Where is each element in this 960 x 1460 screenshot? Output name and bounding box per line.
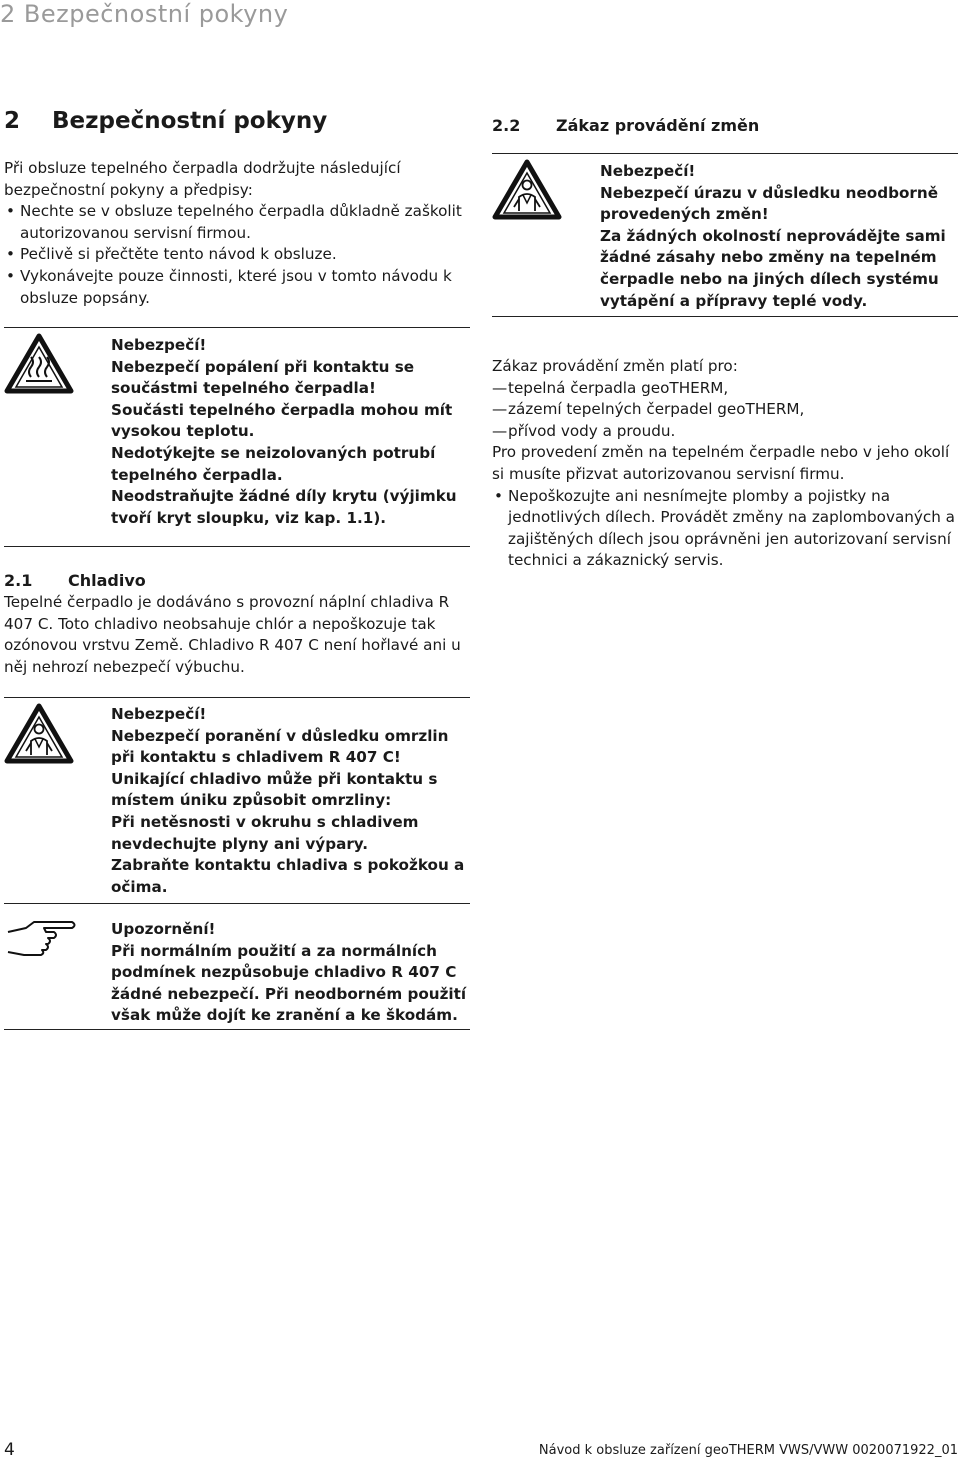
changes-text <box>492 356 958 572</box>
list-item: • Nechte se v obsluze tepelného čerpadla důkladně zaškolit autorizovanou servisní firmou. <box>4 201 472 244</box>
warning-line: Neodstraňujte žádné díly krytu (výjimku tvoří kryt sloupku, viz kap. 1.1). <box>111 487 457 527</box>
injury-danger-icon <box>492 159 562 225</box>
warning-line: Zabraňte kontaktu chladiva s pokožkou a očima. <box>111 856 465 896</box>
changes-dash-list <box>492 378 958 443</box>
warning-line: Nebezpečí popálení při kontaktu se součástmi tepelného čerpadla! <box>111 357 415 398</box>
intro-lead: Při obsluze tepelného čerpadla dodržujte následující bezpečnostní pokyny a předpisy: <box>4 159 401 199</box>
subsection-heading <box>4 571 472 590</box>
warning-label: Nebezpečí! <box>111 705 207 723</box>
list-item: — zázemí tepelných čerpadel geoTHERM, <box>492 399 958 421</box>
section-title: Bezpečnostní pokyny <box>52 108 328 134</box>
refrigerant-text: Tepelné čerpadlo je dodáváno s provozní náplní chladiva R 407 C. Toto chladivo neobsahuje chlór a nepoškozuje tak ozónovou vrstvu Země. Chladivo R 407 C není hořlavé ani u něj nehrozí nebezpečí výbuchu. <box>4 593 461 676</box>
warning-line: Při netěsnosti v okruhu s chladivem nevdechujte plyny ani výpary. <box>111 812 419 853</box>
changes-warning <box>492 153 958 317</box>
changes-paragraph: Pro provedení změn na tepelném čerpadle nebo v jeho okolí si musíte přizvat autorizovanou servisní firmu. <box>492 443 950 483</box>
warning-line: Nedotýkejte se neizolovaných potrubí tepelného čerpadla. <box>111 443 436 484</box>
note-label: Upozornění! <box>111 920 216 938</box>
note-notice <box>4 916 470 1030</box>
warning-line: Nebezpečí poranění v důsledku omrzlin při kontaktu s chladivem R 407 C! <box>111 726 449 767</box>
list-item: • Vykonávejte pouze činnosti, které jsou v tomto návodu k obsluze popsány. <box>4 266 472 309</box>
hot-surface-warning-icon <box>4 333 74 399</box>
subsection-heading <box>492 116 759 135</box>
frost-warning-text <box>111 704 473 898</box>
running-head: 2 Bezpečnostní pokyny <box>0 0 289 28</box>
changes-lead: Zákaz provádění změn platí pro: <box>492 357 738 375</box>
page-number: 4 <box>4 1440 15 1460</box>
intro-block <box>4 158 472 309</box>
burn-warning <box>4 327 470 547</box>
warning-label: Nebezpečí! <box>600 162 696 180</box>
document-title: Návod k obsluze zařízení geoTHERM VWS/VWW 0020071922_01 <box>538 1443 958 1458</box>
warning-label: Nebezpečí! <box>111 336 207 354</box>
injury-danger-icon <box>4 703 74 769</box>
warning-line: Nebezpečí úrazu v důsledku neodborně provedených změn! <box>600 183 938 224</box>
refrigerant-section <box>4 571 472 678</box>
subsection-title: Chladivo <box>68 571 146 590</box>
warning-line: Součásti tepelného čerpadla mohou mít vysokou teplotu. <box>111 400 453 441</box>
section-number: 2 <box>4 108 21 134</box>
list-item: • Nepoškozujte ani nesnímejte plomby a pojistky na jednotlivých dílech. Provádět změny na zaplombovaných a zajištěných dílech jsou oprávněni jen autorizovaní servisní technici a zákaznický servis. <box>492 486 958 572</box>
warning-line: Za žádných okolností neprovádějte sami žádné zásahy nebo změny na tepelném čerpadle nebo na jiných dílech systému vytápění a přípravy teplé vody. <box>600 226 946 310</box>
list-item: — přívod vody a proudu. <box>492 421 958 443</box>
burn-warning-text <box>111 335 471 529</box>
note-line: Při normálním použití a za normálních podmínek nezpůsobuje chladivo R 407 C žádné nebezpečí. Při neodborném použití však může dojít ke zranění a ke škodám. <box>111 941 467 1025</box>
note-text <box>111 919 473 1027</box>
subsection-title: Zákaz provádění změn <box>556 116 760 135</box>
warning-line: Unikající chladivo může při kontaktu s místem úniku způsobit omrzliny: <box>111 769 438 810</box>
subsection-number: 2.1 <box>4 571 33 590</box>
section-heading <box>4 108 327 134</box>
subsection-number: 2.2 <box>492 116 521 135</box>
changes-warning-text <box>600 161 958 312</box>
pointing-hand-icon <box>4 918 78 966</box>
changes-bullets <box>492 486 958 572</box>
list-item: — tepelná čerpadla geoTHERM, <box>492 378 958 400</box>
frost-warning <box>4 697 470 904</box>
intro-bullets <box>4 201 472 309</box>
list-item: • Pečlivě si přečtěte tento návod k obsluze. <box>4 244 472 266</box>
